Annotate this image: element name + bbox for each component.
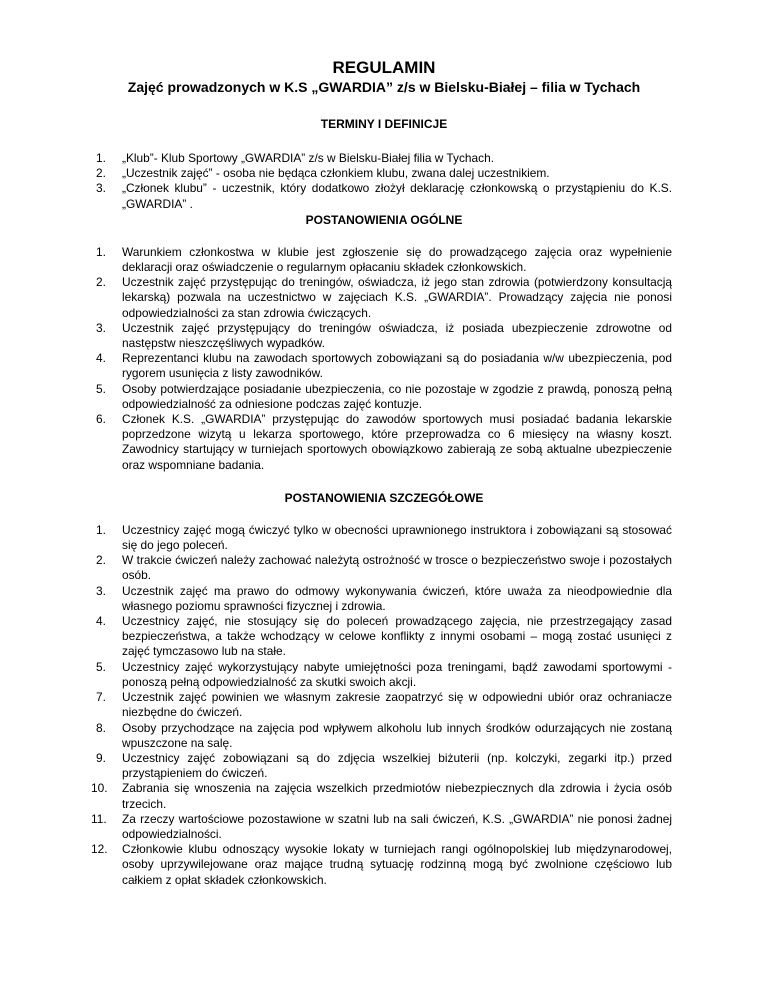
- general-provisions-list: [96, 245, 672, 473]
- item-number: 2.: [96, 275, 106, 290]
- item-text: Reprezentanci klubu na zawodach sportowych zobowiązani są do posiadania w/w ubezpieczenia, pod rygorem usunięcia z listy zawodników.: [122, 351, 672, 381]
- list-item: [96, 412, 672, 473]
- item-text: Osoby potwierdzające posiadanie ubezpieczenia, co nie pozostaje w zgodzie z prawdą, ponoszą pełną odpowiedzialność za odniesione podczas zajęć kontuzje.: [122, 381, 672, 411]
- item-text: Za rzeczy wartościowe pozostawione w szatni lub na sali ćwiczeń, K.S. „GWARDIA” nie ponosi żadnej odpowiedzialności.: [122, 811, 672, 841]
- item-text: Uczestnicy zajęć wykorzystujący nabyte umiejętności poza treningami, bądź zawodami sportowymi - ponoszą pełną odpowiedzialność za skutki swoich akcji.: [122, 659, 672, 689]
- item-text: Uczestnik zajęć powinien we własnym zakresie zaopatrzyć się w odpowiedni ubiór oraz ochraniacze niezbędne do ćwiczeń.: [122, 690, 672, 720]
- item-number: 2.: [96, 553, 106, 568]
- list-item: [96, 523, 672, 553]
- section-heading-terms: TERMINY I DEFINICJE: [320, 117, 448, 131]
- item-text: „Klub”- Klub Sportowy „GWARDIA” z/s w Bielsku-Białej filia w Tychach.: [122, 151, 495, 165]
- list-item: [96, 166, 672, 181]
- item-number: 3.: [96, 181, 106, 196]
- section-heading-general: POSTANOWIENIA OGÓLNE: [305, 212, 463, 227]
- item-text: Uczestnicy zajęć mogą ćwiczyć tylko w obecności uprawnionego instruktora i zobowiązani są stosować się do jego poleceń.: [122, 522, 672, 553]
- item-text: „Uczestnik zajęć” - osoba nie będąca członkiem klubu, zwana dalej uczestnikiem.: [122, 166, 550, 181]
- item-number: 5.: [96, 659, 106, 674]
- item-number: 7.: [96, 690, 106, 705]
- document-title: REGULAMIN: [332, 58, 436, 77]
- item-number: 11.: [91, 811, 107, 826]
- item-number: 10.: [91, 781, 108, 796]
- item-number: 4.: [96, 614, 106, 629]
- list-item: [91, 842, 672, 888]
- item-text: Warunkiem członkostwa w klubie jest zgłoszenie się do prowadzącego zajęcia oraz wypełnienie deklaracji oraz oświadczenie o regularnym opłacaniu składek członkowskich.: [122, 244, 672, 275]
- item-text: Uczestnik zajęć ma prawo do odmowy wykonywania ćwiczeń, które uważa za nieodpowiednie dla własnego poziomu sprawności fizycznej i zdrowia.: [122, 583, 672, 613]
- item-text: W trakcie ćwiczeń należy zachować należytą ostrożność w trosce o bezpieczeństwo swoje i pozostałych osób.: [122, 553, 672, 583]
- item-number: 8.: [96, 720, 106, 735]
- detailed-provisions-list: [91, 522, 672, 888]
- item-number: 2.: [96, 166, 106, 181]
- document-subtitle: Zajęć prowadzonych w K.S „GWARDIA” z/s w Bielsku-Białej – filia w Tychach: [127, 79, 641, 95]
- item-text: Uczestnik zajęć przystępując do treningów, oświadcza, iż jego stan zdrowia (potwierdzony konsultacją lekarską) pozwala na uczestnictwo w zajęciach K.S. „GWARDIA”. Prowadzący zajęcia nie ponosi odpowiedzialności za stan zdrowia ćwiczących.: [122, 275, 672, 320]
- list-item: [96, 751, 672, 781]
- item-number: 3.: [96, 583, 106, 598]
- list-item: [96, 584, 672, 614]
- terms-list: [96, 151, 672, 212]
- list-item: [96, 245, 672, 275]
- list-item: [96, 351, 672, 381]
- list-item: [96, 721, 672, 751]
- item-number: 6.: [96, 412, 106, 427]
- item-text: Uczestnicy zajęć zobowiązani są do zdjęcia wszelkiej biżuterii (np. kolczyki, zegarki itp.) przed przystąpieniem do ćwiczeń.: [122, 750, 672, 781]
- list-item: [96, 321, 672, 351]
- list-item: [96, 660, 672, 690]
- item-text: Zabrania się wnoszenia na zajęcia wszelkich przedmiotów niebezpiecznych dla zdrowia i życia osób trzecich.: [122, 781, 672, 811]
- list-item: [96, 382, 672, 412]
- item-number: 1.: [96, 522, 106, 537]
- item-number: 1.: [96, 244, 106, 259]
- item-number: 3.: [96, 320, 106, 335]
- item-number: 1.: [96, 151, 106, 165]
- list-item: [96, 151, 672, 166]
- item-text: Członkowie klubu odnoszący wysokie lokaty w turniejach rangi ogólnopolskiej lub międzynarodowej, osoby uprzywilejowane oraz mające trudną sytuację rodzinną mogą być zwolnione częściowo lub całkiem z opłat składek członkowskich.: [122, 842, 672, 887]
- list-item: [91, 811, 672, 842]
- item-text: Uczestnik zajęć przystępujący do treningów oświadcza, iż posiada ubezpieczenie zdrowotne od następstw nieszczęśliwych wypadków.: [122, 320, 672, 351]
- item-number: 5.: [96, 381, 106, 396]
- item-text: „Członek klubu” - uczestnik, który dodatkowo złożył deklarację członkowską o przystąpieniu do K.S. „GWARDIA” .: [122, 181, 672, 211]
- list-item: [96, 614, 672, 660]
- list-item: [96, 181, 672, 211]
- list-item: [96, 553, 672, 583]
- item-number: 9.: [96, 750, 106, 765]
- item-number: 4.: [96, 351, 106, 366]
- section-heading-detailed: POSTANOWIENIA SZCZEGÓŁOWE: [284, 490, 484, 505]
- list-item: [91, 781, 672, 811]
- item-text: Uczestnicy zajęć, nie stosujący się do poleceń prowadzącego zajęcia, nie przestrzegający zasad bezpieczeństwa, a także wchodzący w celowe konflikty z innymi osobami – mogą zostać usunięci z zajęć tymczasowo lub na stałe.: [122, 614, 672, 659]
- list-item: [96, 690, 672, 720]
- item-number: 12.: [91, 842, 108, 857]
- item-text: Członek K.S. „GWARDIA” przystępując do zawodów sportowych musi posiadać badania lekarskie poprzedzone wizytą u lekarza sportowego, które przeprowadza co 6 miesięcy na własny koszt. Zawodnicy startujący w turniejach sportowych obowiązkowo zabierają ze sobą aktualne ubezpieczenie oraz wspomniane badania.: [122, 412, 672, 472]
- item-text: Osoby przychodzące na zajęcia pod wpływem alkoholu lub innych środków odurzających nie zostaną wpuszczone na salę.: [122, 720, 672, 750]
- list-item: [96, 275, 672, 321]
